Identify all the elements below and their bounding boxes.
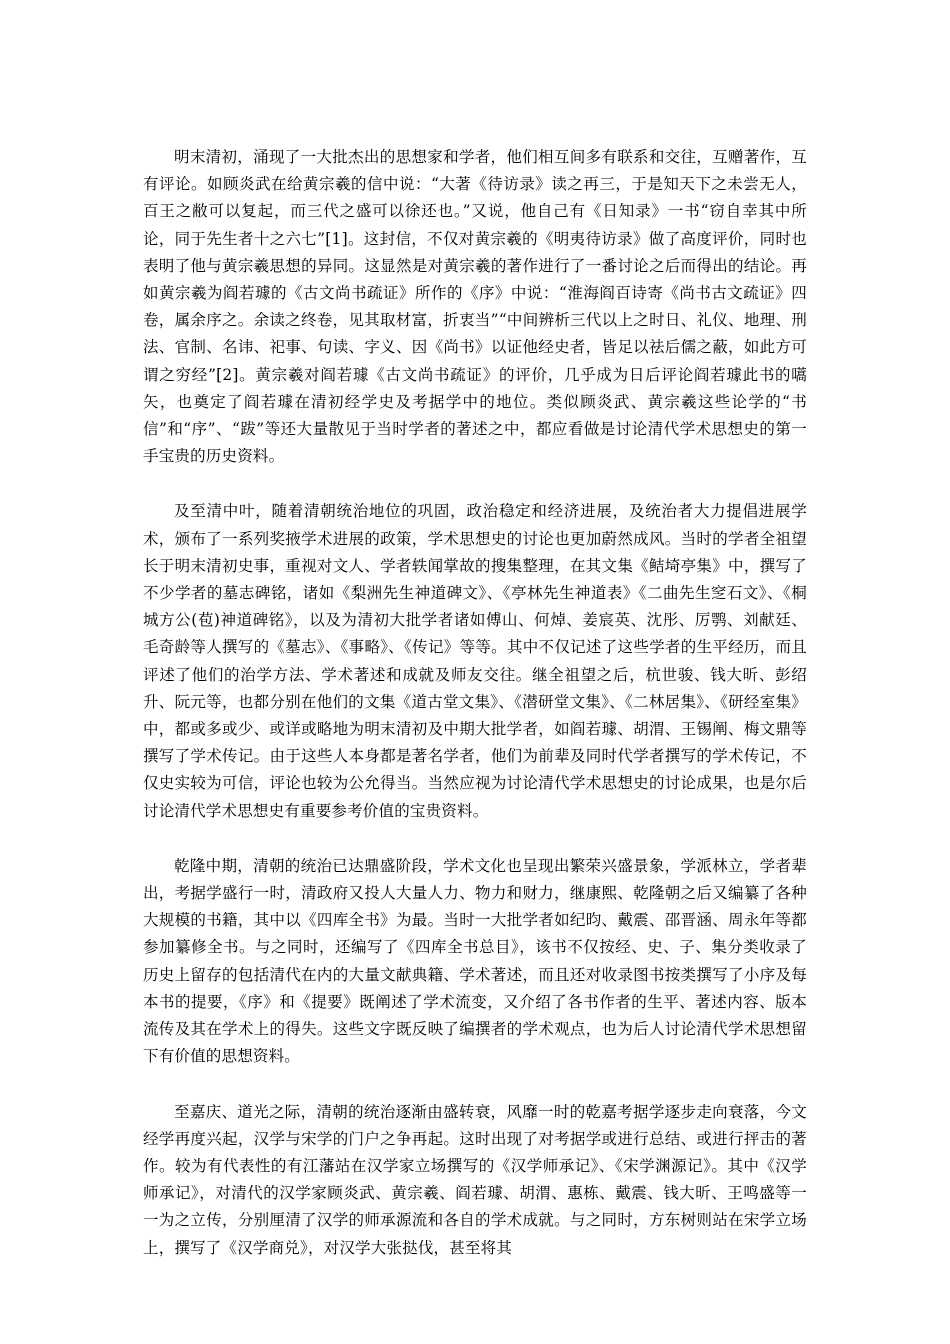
paragraph-4: 至嘉庆、道光之际，清朝的统治逐渐由盛转衰，风靡一时的乾嘉考据学逐步走向衰落，今文经学再度兴起，汉学与宋学的门户之争再起。这时出现了对考据学或进行总结、或进行抨击的著作。较为有代表性的有江藩站在汉学家立场撰写的《汉学师承记》、《宋学渊源记》。其中《汉学师承记》，对清代的汉学家顾炎武、黄宗羲、阎若璩、胡渭、惠栋、戴震、钱大昕、王鸣盛等一一为之立传，分别厘清了汉学的师承源流和各自的学术成就。与之同时，方东树则站在宋学立场上，撰写了《汉学商兑》，对汉学大张挞伐，甚至将其	[143, 1102, 807, 1257]
document-page	[143, 144, 807, 1262]
paragraph-1: 明末清初，涌现了一大批杰出的思想家和学者，他们相互间多有联系和交往，互赠著作，互有评论。如顾炎武在给黄宗羲的信中说：“大著《待访录》读之再三，于是知天下之未尝无人，百王之敝可以复起，而三代之盛可以徐还也。”又说，他自己有《日知录》一书“窃自幸其中所论，同于先生者十之六七”[1]。这封信，不仅对黄宗羲的《明夷待访录》做了高度评价，同时也表明了他与黄宗羲思想的异同。这显然是对黄宗羲的著作进行了一番讨论之后而得出的结论。再如黄宗羲为阎若璩的《古文尚书疏证》所作的《序》中说：“淮海阎百诗寄《尚书古文疏证》四卷，属余序之。余读之终卷，见其取材富，折衷当”“中间辨析三代以上之时日、礼仪、地理、刑法、官制、名讳、祀事、句读、字义、因《尚书》以证他经史者，皆足以祛后儒之蔽，如此方可谓之穷经”[2]。黄宗羲对阎若璩《古文尚书疏证》的评价，几乎成为日后评论阎若璩此书的嚆矢，也奠定了阎若璩在清初经学史及考据学中的地位。类似顾炎武、黄宗羲这些论学的“书信”和“序”、“跋”等还大量散见于当时学者的著述之中，都应看做是讨论清代学术思想史的第一手宝贵的历史资料。	[143, 148, 807, 466]
paragraph-3: 乾隆中期，清朝的统治已达鼎盛阶段，学术文化也呈现出繁荣兴盛景象，学派林立，学者辈出，考据学盛行一时，清政府又投人大量人力、物力和财力，继康熙、乾隆朝之后又编纂了各种大规模的书籍，其中以《四库全书》为最。当时一大批学者如纪昀、戴震、邵晋涵、周永年等都参加纂修全书。与之同时，还编写了《四库全书总目》，该书不仅按经、史、子、集分类收录了历史上留存的包括清代在内的大量文献典籍、学术著述，而且还对收录图书按类撰写了小序及每本书的提要，《序》和《提要》既阐述了学术流变，又介绍了各书作者的生平、著述内容、版本流传及其在学术上的得失。这些文字既反映了编撰者的学术观点，也为后人讨论清代学术思想留下有价值的思想资料。	[143, 856, 807, 1066]
paragraph-2: 及至清中叶，随着清朝统治地位的巩固，政治稳定和经济进展，及统治者大力提倡进展学术，颁布了一系列奖掖学术进展的政策，学术思想史的讨论也更加蔚然成风。当时的学者全祖望长于明末清初史事，重视对文人、学者轶闻掌故的搜集整理，在其文集《鲒埼亭集》中，撰写了不少学者的墓志碑铭，诸如《梨洲先生神道碑文》、《亭林先生神道表》《二曲先生窆石文》、《桐城方公(苞)神道碑铭》，以及为清初大批学者诸如傅山、何焯、姜宸英、沈彤、厉鹗、刘献廷、毛奇龄等人撰写的《墓志》、《事略》、《传记》等等。其中不仅记述了这些学者的生平经历，而且评述了他们的治学方法、学术著述和成就及师友交往。继全祖望之后，杭世骏、钱大昕、彭绍升、阮元等，也都分别在他们的文集《道古堂文集》、《潜研堂文集》、《二林居集》、《研经室集》中，都或多或少、或详或略地为明末清初及中期大批学者，如阎若璩、胡渭、王锡阐、梅文鼎等撰写了学术传记。由于这些人本身都是著名学者，他们为前辈及同时代学者撰写的学术传记，不仅史实较为可信，评论也较为公允得当。当然应视为讨论清代学术思想史的讨论成果，也是尔后讨论清代学术思想史有重要参考价值的宝贵资料。	[143, 502, 807, 820]
